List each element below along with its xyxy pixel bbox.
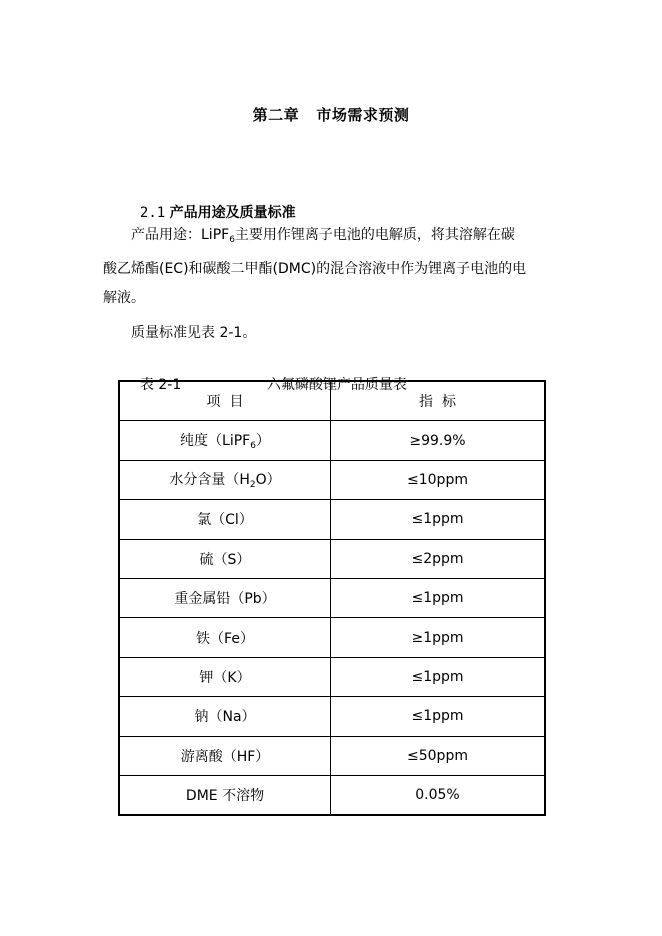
usage-line-1	[131, 221, 571, 255]
item-text: 硫（S）	[199, 551, 251, 568]
usage-line-3: 解液。	[103, 290, 145, 306]
item-text: 钾（K）	[199, 669, 251, 686]
item-subscript: 6	[250, 441, 256, 452]
section-number: 2.1	[139, 205, 166, 221]
item-text: 重金属铅（Pb）	[174, 591, 276, 608]
section-heading	[131, 186, 296, 222]
usage-paragraph	[103, 221, 571, 313]
usage-line-1-subscript: 6	[229, 235, 235, 245]
table-row	[119, 460, 545, 499]
quality-standard-reference: 质量标准见表 2-1。	[131, 325, 257, 341]
table-cell-spec: 0.05%	[331, 775, 546, 815]
item-text: 铁（Fe）	[196, 630, 254, 647]
table-header-spec: 指 标	[331, 381, 546, 421]
table-row	[119, 618, 545, 657]
usage-line-2: 酸乙烯酯(EC)和碳酸二甲酯(DMC)的混合溶液中作为锂离子电池的电	[103, 261, 527, 277]
table-row	[119, 657, 545, 696]
table-cell-item	[119, 697, 331, 736]
table-row	[119, 500, 545, 539]
table-cell-spec: ≤2ppm	[331, 539, 546, 578]
item-suffix: ）	[255, 433, 270, 450]
item-suffix: O）	[255, 472, 281, 489]
table-cell-spec: ≤1ppm	[331, 697, 546, 736]
table-cell-item	[119, 539, 331, 578]
item-text: 纯度（LiPF	[180, 433, 251, 450]
usage-line-1-prefix: 产品用途：LiPF	[131, 227, 230, 243]
section-title: 产品用途及质量标准	[169, 205, 296, 221]
item-text: 氯（Cl）	[197, 512, 253, 529]
table-row	[119, 421, 545, 460]
table-row	[119, 697, 545, 736]
table-cell-item	[119, 460, 331, 499]
table-cell-spec: ≤50ppm	[331, 736, 546, 775]
item-text: 水分含量（H	[169, 472, 250, 489]
table-header-row	[119, 381, 545, 421]
table-header-item: 项 目	[119, 381, 331, 421]
table-cell-spec: ≥1ppm	[331, 618, 546, 657]
chapter-title: 第二章 市场需求预测	[252, 106, 410, 124]
item-text: 钠（Na）	[194, 709, 256, 726]
table-cell-item	[119, 500, 331, 539]
table-cell-item	[119, 421, 331, 460]
usage-line-1-suffix: 主要用作锂离子电池的电解质，将其溶解在碳	[234, 227, 515, 243]
table-cell-item	[119, 618, 331, 657]
table-cell-item	[119, 775, 331, 815]
item-text: DME 不溶物	[185, 788, 265, 805]
table-cell-spec: ≤10ppm	[331, 460, 546, 499]
table-cell-item	[119, 657, 331, 696]
table-cell-spec: ≤1ppm	[331, 500, 546, 539]
table-caption-label: 表 2-1	[139, 377, 182, 393]
table-cell-spec: ≤1ppm	[331, 578, 546, 617]
item-text: 游离酸（HF）	[180, 748, 270, 765]
table-row	[119, 539, 545, 578]
table-cell-item	[119, 578, 331, 617]
table-row	[119, 775, 545, 815]
table-caption-title: 六氟磷酸锂产品质量表	[266, 377, 407, 393]
table-cell-spec: ≤1ppm	[331, 657, 546, 696]
table-row	[119, 578, 545, 617]
item-subscript: 2	[249, 480, 256, 491]
table-cell-spec: ≥99.9%	[331, 421, 546, 460]
quality-table	[118, 380, 546, 816]
table-row	[119, 736, 545, 775]
table-cell-item	[119, 736, 331, 775]
